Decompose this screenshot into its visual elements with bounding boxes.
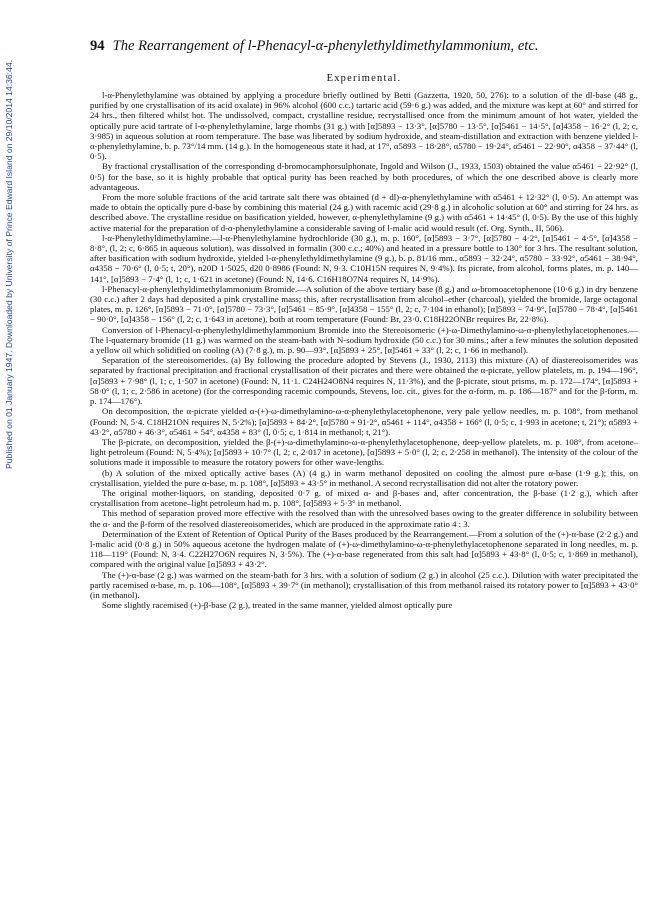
paragraph: The (+)-α-base (2 g.) was warmed on the steam-bath for 3 hrs. with a solution of sodium (2 g.) in alcohol (25 c.c.). Dilution with water precipitated the partly racemised α-base, m. p. 106—108°, [α]5893 + 39·7° (in methanol); crystallisation of this from methanol raised its rotatory power to [α]5893 + 43·0° (in methanol). [90, 569, 638, 600]
paragraph: On decomposition, the α-picrate yielded α-(+)-ω-dimethylamino-ω-α-phenylethylacetophenone, very pale yellow needles, m. p. 108°, from methanol (Found: N, 5·4. C18H21ON requires N, 5·2%); [α]5893 + 84·2°, [α]5780 + 91·2°, α5461 + 114°, α4358 + 166° (l, 0·5; c, 1·993 in acetone; t, 21°); α5893 + 43·2°, α5780 + 46·3°, α5461 + 54°, α4358 + 83° (l, 0·5; c, 1·814 in methanol; t, 21°). [90, 406, 638, 437]
paragraph: From the more soluble fractions of the acid tartrate salt there was obtained (d + dl)-α-phenylethylamine with α5461 + 12·32° (l, 0·5). An attempt was made to obtain the optically pure d-base by combining this material (24 g.) with racemic acid (29·8 g.) in alcoholic solution at 60° and stirring for 24 hrs. as described above. The crystalline residue on basification yielded, however, α-phenylethylamine (9 g.) with α5461 + 14·45° (l, 0·5). By the use of this highly active material for the preparation of d-α-phenylethylamine a considerable saving of l-malic acid would result (cf. Org. Synth., II, 506). [90, 192, 638, 233]
paragraph: (b) A solution of the mixed optically active bases (A) (4 g.) in warm methanol deposited on cooling the almost pure α-base (1·9 g.); this, on crystallisation, yielded the pure α-base, m. p. 108°, [α]5893 + 43·5° in methanol. A second recrystallisation did not alter the rotatory power. [90, 467, 638, 488]
running-title: The Rearrangement of l-Phenacyl-α-phenylethyldimethylammonium, etc. [112, 38, 539, 54]
paragraph: By fractional crystallisation of the corresponding d-bromocamphorsulphonate, Ingold and Wilson (J., 1933, 1503) obtained the value α5461 − 22·92° (l, 0·5) for the base, so it is highly probable that optical purity has been reached by both procedures, of which the one described above is clearly more advantageous. [90, 161, 638, 192]
paragraph: l-α-Phenylethyldimethylamine.—l-α-Phenylethylamine hydrochloride (30 g.), m. p. 160°, [α]5893 − 3·7°, [α]5780 − 4·2°, [α]5461 − 4·5°, [α]4358 − 8·8°, (l, 2; c, 6·865 in aqueous solution), was dissolved in formalin (300 c.c.; 40%) and heated in a pressure bottle to 130° for 3 hrs. The resultant solution, after basification with sodium hydroxide, yielded l-α-phenylethyldimethylamine (9 g.), b. p. 81/16 mm., α5893 − 32·24°, α5780 − 33·92°, α5461 − 38·94°, α4358 − 70·6° (l, 0·5; t, 20°), n20D 1·5025, d20 0·8986 (Found: N, 9·3. C10H15N requires N, 9·4%). Its picrate, from alcohol, forms plates, m. p. 140—141°, [α]5893 − 7·4° (l, 1; c, 1·621 in acetone) (Found: N, 14·6. C16H18O7N4 requires N, 14·9%). [90, 232, 638, 284]
running-head [90, 38, 638, 55]
paragraph: The original mother-liquors, on standing, deposited 0·7 g. of mixed α- and β-bases and, after concentration, the β-base (1·2 g.), which after crystallisation from acetone–light petroleum had m. p. 108°, [α]5893 + 5·3° in methanol. [90, 487, 638, 509]
paragraph: Some slightly racemised (+)-β-base (2 g.), treated in the same manner, yielded almost optically pure [102, 600, 453, 611]
paragraph: The β-picrate, on decomposition, yielded the β-(+)-ω-dimethylamino-ω-α-phenylethylacetophenone, deep-yellow platelets, m. p. 108°, from acetone–light petroleum (Found: N, 5·4%); [α]5893 + 10·7° (l, 2; c, 2·017 in acetone), [α]5893 + 5·0° (l, 2; c, 2·258 in methanol). The intensity of the colour of the solutions made it impossible to measure the rotatory powers for other wave-lengths. [90, 436, 638, 468]
paragraph: Conversion of l-Phenacyl-α-phenylethyldimethylammonium Bromide into the Stereoisomeric (+)-ω-Dimethylamino-ω-α-phenylethylacetophenones.—The l-quaternary bromide (11 g.) was warmed on the steam-bath with N-sodium hydroxide (50 c.c.) for 30 mins.; after a few minutes the solution deposited a yellow oil which solidified on cooling (A) (7·8 g.), m. p. 90—93°, [α]5893 + 25°, [α]5461 + 33° (l, 2; c, 1·66 in methanol). [90, 324, 638, 356]
journal-page [90, 38, 638, 610]
page-number: 94 [90, 38, 105, 54]
paragraph: Separation of the stereoisomerides. (a) By following the procedure adopted by Stevens (J., 1930, 2113) this mixture (A) of diastereoisomerides was separated by fractional precipitation and fractional crystallisation of their picrates and there were obtained the α-picrate, yellow platelets, m. p. 194—196°, [α]5893 + 7·98° (l, 1; c, 1·507 in acetone) (Found: N, 11·1. C24H24O8N4 requires N, 11·3%), and the β-picrate, stout prisms, m. p. 172—174°, [α]5893 + 58·0° (l, 1; c, 2·586 in acetone) (for the corresponding racemic compounds, Stevens, loc. cit., gives for the α-form, m. p. 186—187° and for the β-form, m. p. 174—176°). [90, 355, 638, 407]
download-watermark-text: Published on 01 January 1947. Downloaded by University of Prince Edward Island on 29/10/2014 14:36:44. [4, 60, 14, 469]
download-watermark [2, 60, 16, 900]
paragraph: Determination of the Extent of Retention of Optical Purity of the Bases produced by the Rearrangement.—From a solution of the (+)-α-base (2·2 g.) and l-malic acid (0·8 g.) in 50% aqueous acetone the hydrogen malate of (+)-ω-dimethylamino-ω-α-phenylethylacetophenone separated in long needles, m. p. 118—119° (Found: N, 3·4. C22H27O6N requires N, 3·5%). The (+)-α-base regenerated from this salt had [α]5893 + 43·8° (l, 0·5; c, 1·869 in methanol), compared with the original value [α]5893 + 43·2°. [90, 528, 638, 570]
paragraph: l-α-Phenylethylamine was obtained by applying a procedure briefly outlined by Betti (Gazzetta, 1920, 50, 276): to a solution of the dl-base (48 g., purified by one crystallisation of its acid oxalate) in 96% alcohol (600 c.c.) tartaric acid (59·6 g.) was added, and the mixture was kept at 60° and stirred for 24 hrs., then filtered whilst hot. The undissolved, compact, crystalline residue, recrystallised once from the minimum amount of hot water, yielded the optically pure acid tartrate of l-α-phenylethylamine, large rhombs (31 g.) with [α]5893 − 13·3°, [α]5780 − 13·5°, [α]5461 − 14·5°, [α]4358 − 16·2° (l, 2; c, 3·985) in aqueous solution at room temperature. The base was liberated by sodium hydroxide, and steam-distillation and extraction with benzene yielded l-α-phenylethylamine, b. p. 73°/14 mm. (14 g.). In the homogeneous state it had, at 17°, α5893 − 18·28°, α5780 − 19·24°, α5461 − 22·90°, α4358 − 37·44° (l, 0·5). [90, 90, 638, 162]
paragraph: l-Phenacyl-α-phenylethyldimethylammonium Bromide.—A solution of the above tertiary base (8 g.) and ω-bromoacetophenone (10·6 g.) in dry benzene (30 c.c.) after 2 days had deposited a pink crystalline mass; this, after recrystallisation from alcohol–ether (charcoal), yielded the bromide, large octagonal plates, m. p. 126°, [α]5893 − 71·0°, [α]5780 − 73·3°, [α]5461 − 85·9°, [α]4358 − 155° (l, 2; c, 7·104 in ethanol); [α]5893 − 74·9°, [α]5780 − 78·4°, [α]5461 − 90·0°, [α]4358 − 156° (l, 2; c, 1·643 in acetone), both at room temperature (Found: Br, 23·0. C18H22ONBr requires Br, 22·8%). [90, 283, 638, 325]
paragraph: This method of separation proved more effective with the resolved than with the unresolved bases owing to the greater difference in solubility between the α- and the β-form of the resolved diastereoisomerides, which are produced in the approximate ratio 4 : 3. [90, 508, 638, 529]
section-heading: Experimental. [326, 73, 402, 84]
body-text [90, 90, 638, 610]
